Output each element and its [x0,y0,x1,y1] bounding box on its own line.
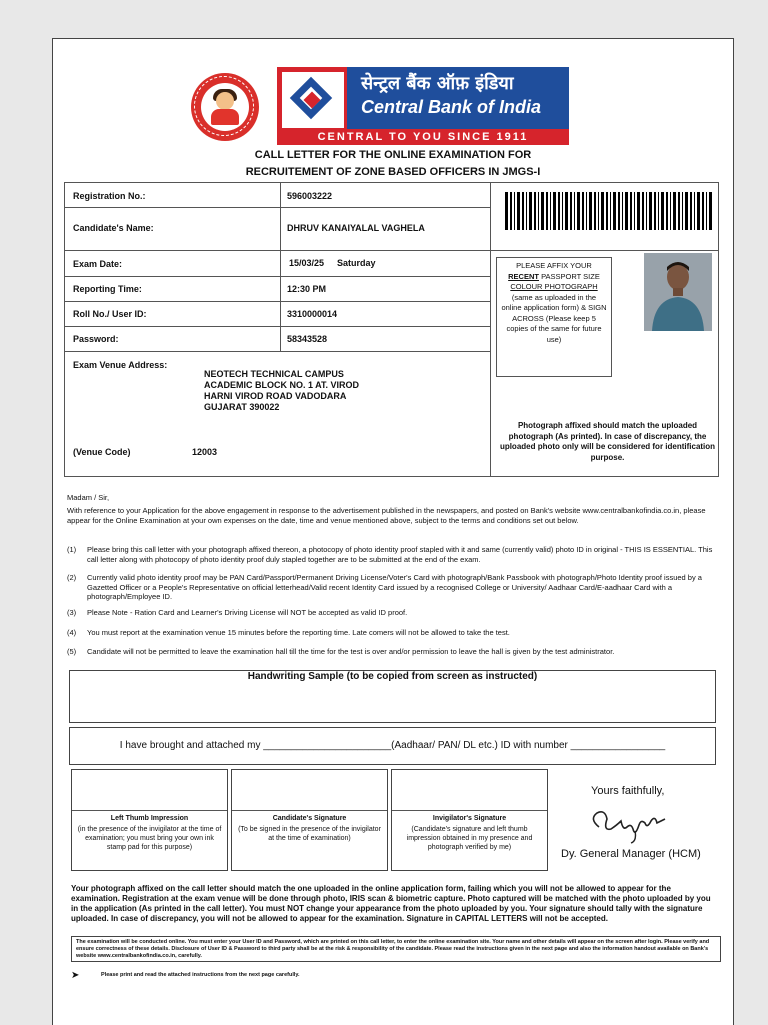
salutation: Madam / Sir, [67,493,110,502]
call-letter-page [52,38,734,1025]
candidate-photo [644,253,712,331]
candidate-signature-desc: (To be signed in the presence of the invigilator at the time of examination) [238,826,381,842]
exam-day-value: Saturday [337,258,376,268]
invigilator-signature-box [391,769,548,871]
photo-warning-text: Your photograph affixed on the call letter should match the one uploaded in the online application form, failing which you will not be allowed to appear for the examination. Registration at the exam venue will be done through photo, IRIS scan & biometric capture. Photo captured will be matched with the photo uploaded by you in the application (As printed in the call letter). You must NOT change your appearance from the photo uploaded by you. Your signature should tally with the signature uploaded. In case of discrepancy, you will not be allowed to appear for the examination. Signature in CAPITAL LETTERS will not be accepted. [71,884,711,923]
arrow-icon: ➤ [71,970,80,981]
footer-note: Please print and read the attached instructions from the next page carefully. [101,972,300,978]
venue-address-line1: NEOTECH TECHNICAL CAMPUS [204,369,344,379]
candidate-name-value: DHRUV KANAIYALAL VAGHELA [287,223,425,233]
venue-code-label: (Venue Code) [73,447,131,457]
central-bank-logo [277,67,569,145]
password-value: 58343528 [287,334,328,344]
left-thumb-desc: (in the presence of the invigilator at the time of examination; you must bring your own ink stamp pad for this purpose) [77,826,222,851]
closing-text: Yours faithfully, [591,785,665,797]
reporting-time-label: Reporting Time: [73,284,142,294]
handwriting-sample-box [69,670,716,723]
venue-address-line2: ACADEMIC BLOCK NO. 1 AT. VIROD [204,380,360,390]
candidate-name-label: Candidate's Name: [73,223,154,233]
instruction-item: (3) Please Note - Ration Card and Learner's Driving License will NOT be accepted as valid ID proof. [67,608,408,617]
venue-address-label: Exam Venue Address: [73,360,168,370]
instruction-item: (5) Candidate will not be permitted to leave the examination hall till the time for the test is over and/or permission to leave the hall is given by the test administrator. [67,647,615,656]
bank-emblem-icon [282,72,344,128]
bank-name-hindi: सेन्ट्रल बैंक ऑफ़ इंडिया [361,73,514,94]
roll-no-value: 3310000014 [287,309,338,319]
roll-no-label: Roll No./ User ID: [73,309,147,319]
photo-instructions: PLEASE AFFIX YOUR RECENT PASSPORT SIZE COLOUR PHOTOGRAPH (same as uploaded in the online application form) & SIGN ACROSS (Please keep 5 copies of the same for future use) [501,261,607,344]
invigilator-signature-title: Invigilator's Signature [432,815,507,822]
page-title-line2: RECRUITEMENT OF ZONE BASED OFFICERS IN JMGS-I [245,166,541,178]
dgm-designation: Dy. General Manager (HCM) [561,848,701,860]
photo-affix-box [496,257,612,377]
left-thumb-box [71,769,228,871]
instruction-item: (4) You must report at the examination venue 15 minutes before the reporting time. Late comers will not be allowed to take the test. [67,628,510,637]
registration-value: 596003222 [287,191,333,201]
instruction-item: (2) Currently valid photo identity proof may be PAN Card/Passport/Permanent Driving License/Voter's Card with photograph/Bank Passbook with photograph/Photo Identity proof issued by a Gazetted Officer or a People's Representative on official letterhead/Valid recent Identity Card issued by a recognised College or University/ Aadhaar Card/E-aadhaar Card with a photograph/Employee ID. [67,573,702,601]
invigilator-signature-desc: (Candidate's signature and left thumb impression obtained in my presence and photograph verified by me) [406,826,533,851]
bank-name-english: Central Bank of India [361,97,542,117]
candidate-signature-title: Candidate's Signature [272,815,347,822]
bank-tagline: CENTRAL TO YOU SINCE 1911 [317,131,529,143]
photo-match-note: Photograph affixed should match the uploaded photograph (As printed). In case of discrepancy, the uploaded photo only will be considered for identification purpose. [499,421,716,462]
page-title-line1: CALL LETTER FOR THE ONLINE EXAMINATION FOR [254,149,532,161]
venue-address-line3: HARNI VIROD ROAD VADODARA [204,391,347,401]
venue-code-value: 12003 [192,447,218,457]
handwriting-sample-title: Handwriting Sample (to be copied from screen as instructed) [247,671,538,682]
instruction-item: (1) Please bring this call letter with your photograph affixed thereon, a photocopy of photo identity proof stapled with it and same (currently valid) photo ID in original - THIS IS ESSENTIAL. This call letter along with photocopy of photo identity proof duly stapled together are to be submitted at the end of the exam. [67,545,713,564]
registration-barcode [505,192,715,230]
password-label: Password: [73,334,119,344]
venue-address-line4: GUJARAT 390022 [204,402,280,412]
dgm-signature [585,805,675,845]
candidate-signature-box [231,769,388,871]
online-exam-note: The examination will be conducted online. You must enter your User ID and Password, which are printed on this call letter, to enter the online examination site. Your name and other details will appear on the screen after login. Please verify and ensure correctness of these details. Disclosure of User ID & Password to third party shall be at the risk & responsibility of the candidate. Please read the instructions given in the next page and also the information handout available on Bank's website www.centralbankofindia.co.in, carefully. [71,936,721,962]
exam-date-label: Exam Date: [73,259,123,269]
exam-date-value: 15/03/25 [289,258,325,268]
candidate-details-table [64,182,719,477]
intro-paragraph: With reference to your Application for the above engagement in response to the advertisement published in the newspapers, and posted on Bank's website www.centralbankofindia.co.in, please appear for the Online Examination at your own expenses on the date, time and venue mentioned above, subject to the terms and conditions set out below. [67,506,706,525]
beti-bachao-logo [191,73,259,141]
id-declaration-text: I have brought and attached my _______________________(Aadhaar/ PAN/ DL etc.) ID with number _________________ [119,740,666,751]
registration-label: Registration No.: [73,191,146,201]
reporting-time-value: 12:30 PM [287,284,327,294]
id-declaration-box [69,727,716,765]
left-thumb-title: Left Thumb Impression [110,815,189,822]
